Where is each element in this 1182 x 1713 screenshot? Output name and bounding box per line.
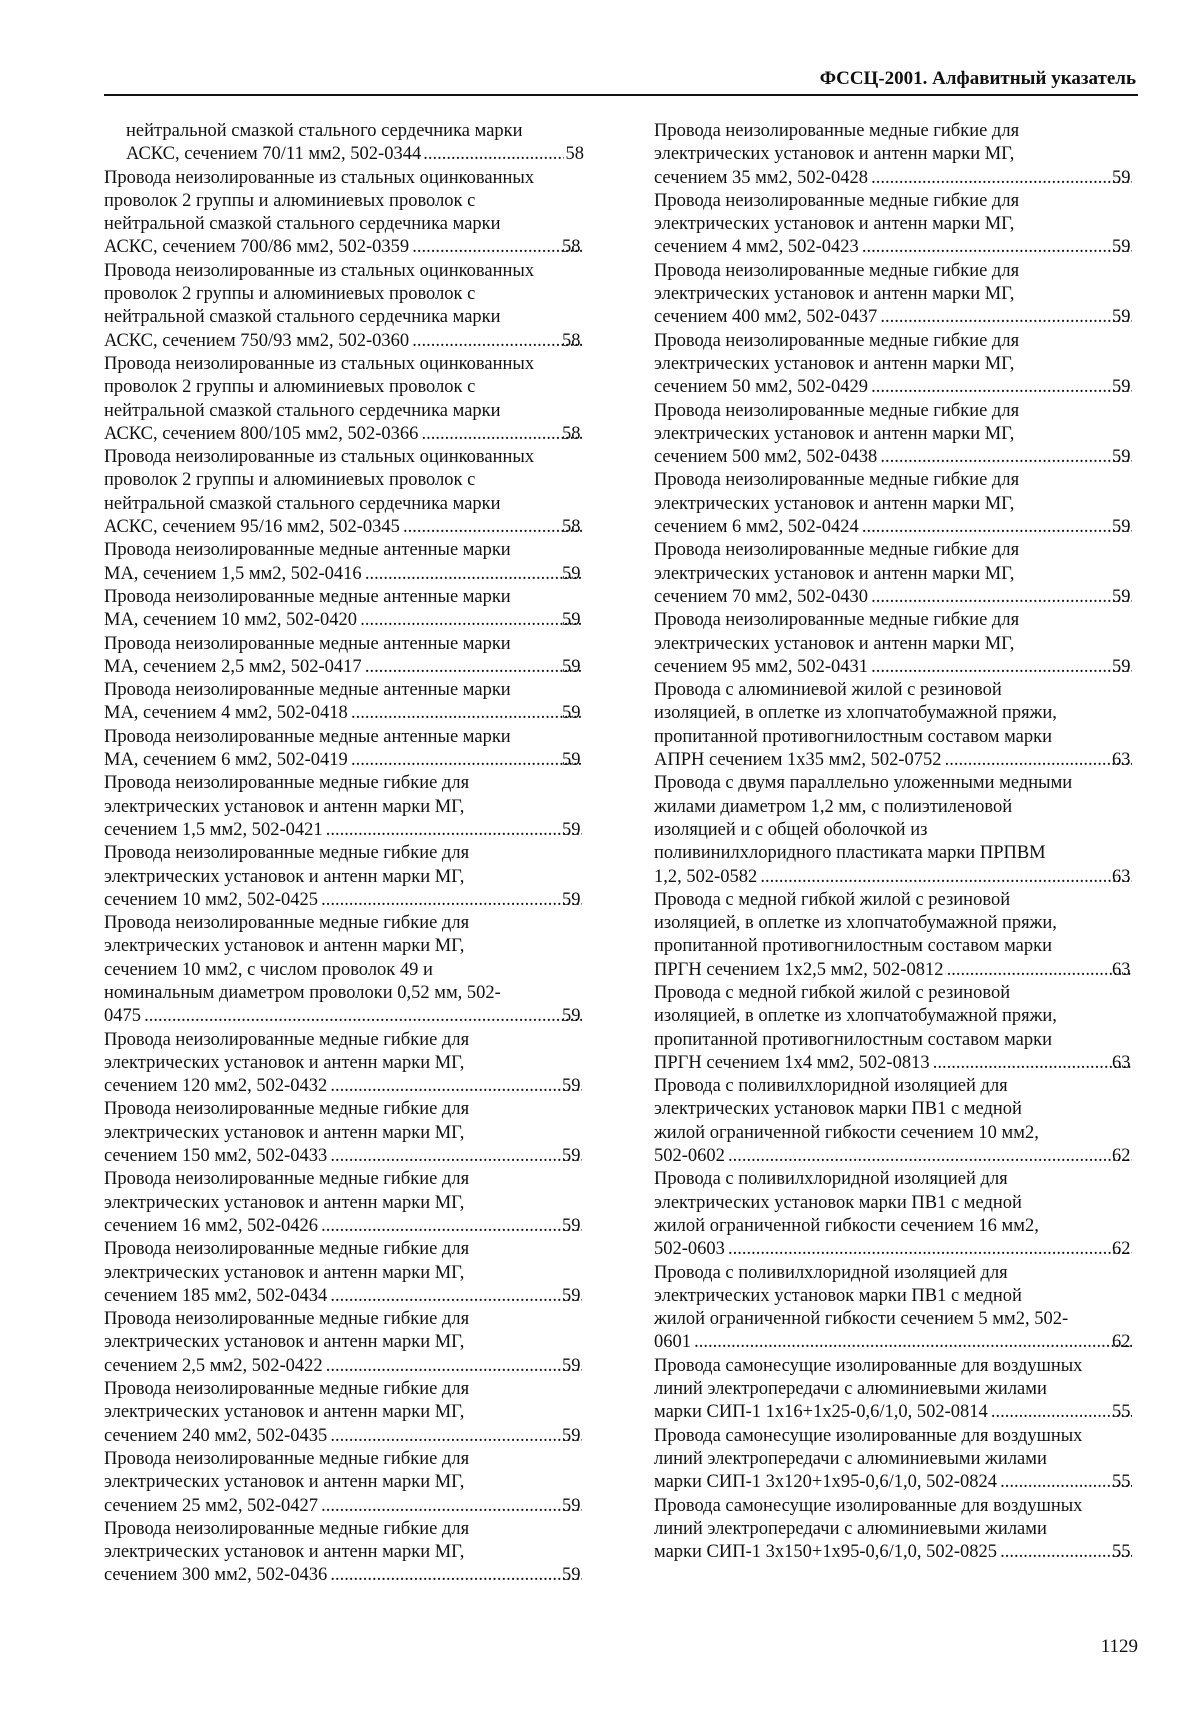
- entry-line: изоляцией, в оплетке из хлопчатобумажной пряжи,: [654, 913, 1057, 934]
- entry-last-line: АСКС, сечением 95/16 мм2, 502-0345 ..... 58: [126, 516, 584, 539]
- index-entry: [104, 167, 584, 260]
- entry-line: сечением 10 мм2, 502-0425: [104, 889, 318, 910]
- entry-line: жилой ограниченной гибкости сечением 5 мм2, 502-: [654, 1309, 1069, 1330]
- entry-line: Провода неизолированные медные гибкие для: [104, 843, 470, 864]
- entry-line: Провода неизолированные медные антенные марки: [104, 633, 511, 654]
- entry-line: сечением 300 мм2, 502-0436: [104, 1565, 328, 1586]
- entry-line: Провода неизолированные из стальных оцинкованных: [104, 447, 535, 468]
- entry-line: проволок 2 группы и алюминиевых проволок с: [104, 284, 476, 305]
- page-header: [104, 66, 1138, 96]
- entry-line: Провода неизолированные медные гибкие для: [104, 773, 470, 794]
- entry-line: МА, сечением 1,5 мм2, 502-0416: [104, 563, 362, 584]
- entry-last-line: сечением 2,5 мм2, 502-0422 ..... 59: [126, 1355, 584, 1378]
- entry-page-number: 58: [565, 144, 584, 165]
- entry-line: Провода неизолированные медные гибкие для: [104, 1309, 470, 1330]
- entry-line: электрических установок и антенн марки МГ,: [654, 563, 1015, 584]
- entry-line: марки СИП-1 3х120+1х95-0,6/1,0, 502-0824: [654, 1472, 998, 1493]
- dot-leader: [320, 889, 582, 912]
- dot-leader: [861, 236, 1132, 259]
- entry-last-line: сечением 500 мм2, 502-0438 ..... 59: [676, 446, 1134, 469]
- entry-line: Провода неизолированные медные гибкие для: [104, 1029, 470, 1050]
- entry-last-line: МА, сечением 6 мм2, 502-0419 ..... 59: [126, 749, 584, 772]
- entry-line: электрических установок марки ПВ1 с медной: [654, 1285, 1022, 1306]
- entry-line: сечением 95 мм2, 502-0431: [654, 656, 868, 677]
- entry-line: сечением 70 мм2, 502-0430: [654, 586, 868, 607]
- index-entry: [104, 1378, 584, 1448]
- entry-line: Провода с двумя параллельно уложенными медными: [654, 773, 1073, 794]
- entry-line: сечением 500 мм2, 502-0438: [654, 447, 878, 468]
- entry-line: сечением 185 мм2, 502-0434: [104, 1285, 328, 1306]
- index-entry: [104, 726, 584, 773]
- dot-leader: [350, 749, 582, 772]
- entry-last-line: МА, сечением 1,5 мм2, 502-0416 ..... 59: [126, 563, 584, 586]
- entry-line: линий электропередачи с алюминиевыми жилами: [654, 1379, 1047, 1400]
- entry-line: Провода неизолированные медные гибкие для: [104, 1239, 470, 1260]
- entry-line: Провода с поливилхлоридной изоляцией для: [654, 1169, 1008, 1190]
- entry-line: Провода неизолированные медные гибкие для: [104, 1169, 470, 1190]
- entry-line: электрических установок и антенн марки МГ,: [104, 1472, 465, 1493]
- entry-last-line: 0601 ..... 62: [676, 1331, 1134, 1354]
- entry-line: Провода неизолированные медные гибкие для: [654, 330, 1020, 351]
- entry-last-line: сечением 70 мм2, 502-0430 ..... 59: [676, 586, 1134, 609]
- entry-last-line: марки СИП-1 1х16+1х25-0,6/1,0, 502-0814 ..... 55: [676, 1401, 1134, 1424]
- entry-line: 1,2, 502-0582: [654, 866, 758, 887]
- index-entry: [104, 772, 584, 842]
- entry-line: ПРГН сечением 1х4 мм2, 502-0813: [654, 1052, 930, 1073]
- entry-last-line: сечением 150 мм2, 502-0433 ..... 59: [126, 1145, 584, 1168]
- entry-line: жилами диаметром 1,2 мм, с полиэтиленовой: [654, 796, 1013, 817]
- entry-line: 502-0602: [654, 1146, 725, 1167]
- entry-line: Провода с алюминиевой жилой с резиновой: [654, 680, 1002, 701]
- entry-line: сечением 400 мм2, 502-0437: [654, 307, 878, 328]
- index-entry: [104, 1448, 584, 1518]
- dot-leader: [945, 959, 1132, 982]
- entry-last-line: сечением 10 мм2, 502-0425 ..... 59: [126, 889, 584, 912]
- entry-line: Провода неизолированные из стальных оцинкованных: [104, 353, 535, 374]
- entry-last-line: сечением 1,5 мм2, 502-0421 ..... 59: [126, 819, 584, 842]
- entry-last-line: сечением 6 мм2, 502-0424 ..... 59: [676, 516, 1134, 539]
- entry-last-line: ПРГН сечением 1х2,5 мм2, 502-0812 ..... 63: [676, 959, 1134, 982]
- entry-line: электрических установок и антенн марки МГ,: [654, 493, 1015, 514]
- entry-last-line: сечением 185 мм2, 502-0434 ..... 59: [126, 1285, 584, 1308]
- dot-leader: [420, 423, 582, 446]
- entry-line: нейтральной смазкой стального сердечника марки: [104, 493, 501, 514]
- dot-leader: [411, 236, 582, 259]
- entry-line: электрических установок и антенн марки МГ,: [104, 1052, 465, 1073]
- dot-leader: [143, 1005, 582, 1028]
- entry-line: Провода неизолированные медные антенные марки: [104, 586, 511, 607]
- entry-line: электрических установок и антенн марки МГ,: [104, 936, 465, 957]
- index-entry: [104, 633, 584, 680]
- entry-line: электрических установок и антенн марки МГ,: [654, 633, 1015, 654]
- header-title: ФССЦ-2001. Алфавитный указатель: [819, 68, 1136, 89]
- dot-leader: [359, 609, 582, 632]
- dot-leader: [320, 1215, 582, 1238]
- entry-line: электрических установок и антенн марки МГ,: [654, 214, 1015, 235]
- entry-line: проволок 2 группы и алюминиевых проволок с: [104, 190, 476, 211]
- entry-line: линий электропередачи с алюминиевыми жилами: [654, 1448, 1047, 1469]
- index-entry: [104, 1518, 584, 1588]
- entry-line: Провода с медной гибкой жилой с резиновой: [654, 982, 1011, 1003]
- index-entry: [654, 1075, 1134, 1168]
- entry-line: жилой ограниченной гибкости сечением 16 мм2,: [654, 1215, 1039, 1236]
- entry-line: Провода неизолированные медные гибкие для: [104, 913, 470, 934]
- dot-leader: [879, 446, 1132, 469]
- entry-last-line: [126, 143, 584, 166]
- entry-last-line: сечением 35 мм2, 502-0428 ..... 59: [676, 167, 1134, 190]
- index-entry: [104, 446, 584, 539]
- index-entry: [654, 1262, 1134, 1355]
- entry-line: 502-0603: [654, 1239, 725, 1260]
- entry-last-line: сечением 16 мм2, 502-0426 ..... 59: [126, 1215, 584, 1238]
- dot-leader: [870, 586, 1132, 609]
- entry-line: электрических установок и антенн марки МГ,: [104, 1542, 465, 1563]
- entry-line: электрических установок марки ПВ1 с медной: [654, 1192, 1022, 1213]
- index-entry: [104, 679, 584, 726]
- entry-last-line: сечением 240 мм2, 502-0435 ..... 59: [126, 1425, 584, 1448]
- entry-line: Провода самонесущие изолированные для воздушных: [654, 1495, 1083, 1516]
- entry-line: Провода неизолированные медные гибкие для: [104, 1448, 470, 1469]
- index-entry: [654, 889, 1134, 982]
- entry-last-line: МА, сечением 4 мм2, 502-0418 ..... 59: [126, 702, 584, 725]
- entry-last-line: 502-0603 ..... 62: [676, 1238, 1134, 1261]
- dot-leader: [759, 866, 1132, 889]
- entry-line: Провода неизолированные из стальных оцинкованных: [104, 167, 535, 188]
- dot-leader: [350, 702, 582, 725]
- entry-last-line: АСКС, сечением 750/93 мм2, 502-0360 ..... 58: [126, 330, 584, 353]
- entry-line: изоляцией, в оплетке из хлопчатобумажной пряжи,: [654, 703, 1057, 724]
- entry-line: ПРГН сечением 1х2,5 мм2, 502-0812: [654, 959, 944, 980]
- index-entry: [654, 190, 1134, 260]
- dot-leader: [990, 1401, 1132, 1424]
- dot-leader: [693, 1331, 1132, 1354]
- entry-line: сечением 1,5 мм2, 502-0421: [104, 819, 323, 840]
- entry-last-line: АПРН сечением 1х35 мм2, 502-0752 ..... 63: [676, 749, 1134, 772]
- entry-line: электрических установок и антенн марки МГ,: [654, 353, 1015, 374]
- entry-line: 0601: [654, 1332, 691, 1353]
- entry-last-line: АСКС, сечением 700/86 мм2, 502-0359 ..... 58: [126, 236, 584, 259]
- entry-last-line: МА, сечением 2,5 мм2, 502-0417 ..... 59: [126, 656, 584, 679]
- entry-line: АПРН сечением 1х35 мм2, 502-0752: [654, 750, 942, 771]
- entry-last-line: АСКС, сечением 800/105 мм2, 502-0366 ..... 58: [126, 423, 584, 446]
- entry-last-line: сечением 4 мм2, 502-0423 ..... 59: [676, 236, 1134, 259]
- index-entry: [104, 912, 584, 1028]
- entry-line: сечением 4 мм2, 502-0423: [654, 237, 859, 258]
- entry-line: Провода неизолированные медные гибкие для: [104, 1379, 470, 1400]
- entry-line: сечением 2,5 мм2, 502-0422: [104, 1355, 323, 1376]
- entry-last-line: МА, сечением 10 мм2, 502-0420 ..... 59: [126, 609, 584, 632]
- dot-leader: [423, 143, 563, 166]
- index-entry: [654, 400, 1134, 470]
- index-entry: [654, 539, 1134, 609]
- index-entry: [654, 982, 1134, 1075]
- entry-line: линий электропередачи с алюминиевыми жилами: [654, 1518, 1047, 1539]
- entry-line: сечением 120 мм2, 502-0432: [104, 1076, 328, 1097]
- entry-last-line: 502-0602 ..... 62: [676, 1145, 1134, 1168]
- entry-line: АСКС, сечением 95/16 мм2, 502-0345: [104, 517, 400, 538]
- entry-line: электрических установок и антенн марки МГ,: [104, 1192, 465, 1213]
- dot-leader: [861, 516, 1132, 539]
- entry-last-line: марки СИП-1 3х150+1х95-0,6/1,0, 502-0825 ..... 55: [676, 1541, 1134, 1564]
- index-entry: [654, 772, 1134, 888]
- entry-line: сечением 6 мм2, 502-0424: [654, 517, 859, 538]
- dot-leader: [329, 1285, 582, 1308]
- entry-line: Провода неизолированные медные гибкие для: [654, 400, 1020, 421]
- entry-line: Провода неизолированные медные гибкие для: [104, 1518, 470, 1539]
- entry-line: Провода самонесущие изолированные для воздушных: [654, 1355, 1083, 1376]
- entry-line: электрических установок и антенн марки МГ,: [104, 866, 465, 887]
- entry-line: сечением 16 мм2, 502-0426: [104, 1215, 318, 1236]
- dot-leader: [932, 1052, 1132, 1075]
- entry-line: Провода неизолированные медные гибкие для: [104, 1099, 470, 1120]
- dot-leader: [870, 656, 1132, 679]
- index-entry: [654, 1168, 1134, 1261]
- entry-line: электрических установок марки ПВ1 с медной: [654, 1099, 1022, 1120]
- entry-line: Провода неизолированные медные антенные марки: [104, 680, 511, 701]
- entry-last-line: ПРГН сечением 1х4 мм2, 502-0813 ..... 63: [676, 1052, 1134, 1075]
- entry-line: нейтральной смазкой стального сердечника марки: [104, 400, 501, 421]
- entry-line: Провода неизолированные медные гибкие для: [654, 540, 1020, 561]
- entry-line: жилой ограниченной гибкости сечением 10 мм2,: [654, 1122, 1039, 1143]
- entry-line: Провода неизолированные медные антенные марки: [104, 540, 511, 561]
- index-entry: [654, 330, 1134, 400]
- index-column-right: [654, 120, 1134, 1564]
- dot-leader: [325, 819, 582, 842]
- dot-leader: [364, 656, 582, 679]
- entry-line: электрических установок и антенн марки МГ,: [654, 144, 1015, 165]
- index-entry: [654, 679, 1134, 772]
- index-entry: [104, 1308, 584, 1378]
- index-entry: [104, 120, 584, 167]
- index-entry: [654, 1355, 1134, 1425]
- entry-line: проволок 2 группы и алюминиевых проволок с: [104, 377, 476, 398]
- entry-line: МА, сечением 10 мм2, 502-0420: [104, 610, 358, 631]
- entry-last-line: сечением 50 мм2, 502-0429 ..... 59: [676, 376, 1134, 399]
- entry-line: Провода неизолированные из стальных оцинкованных: [104, 260, 535, 281]
- entry-line: марки СИП-1 3х150+1х95-0,6/1,0, 502-0825: [654, 1542, 998, 1563]
- entry-line: сечением 10 мм2, с числом проволок 49 и: [104, 959, 433, 980]
- entry-line: МА, сечением 4 мм2, 502-0418: [104, 703, 348, 724]
- entry-line: сечением 50 мм2, 502-0429: [654, 377, 868, 398]
- entry-line: Провода неизолированные медные гибкие для: [654, 121, 1020, 141]
- dot-leader: [364, 563, 582, 586]
- dot-leader: [870, 376, 1132, 399]
- entry-line: электрических установок и антенн марки МГ,: [104, 796, 465, 817]
- index-entry: [104, 353, 584, 446]
- index-entry: [654, 120, 1134, 190]
- entry-line: Провода самонесущие изолированные для воздушных: [654, 1425, 1083, 1446]
- entry-line: пропитанной противогнилостным составом марки: [654, 1029, 1053, 1050]
- index-column-left: [104, 120, 584, 1588]
- dot-leader: [402, 516, 582, 539]
- entry-last-line: сечением 25 мм2, 502-0427 ..... 59: [126, 1495, 584, 1518]
- dot-leader: [411, 330, 582, 353]
- entry-last-line: 0475 ..... 59: [126, 1005, 584, 1028]
- entry-line: электрических установок и антенн марки МГ,: [104, 1332, 465, 1353]
- dot-leader: [329, 1075, 582, 1098]
- index-entry: [104, 1029, 584, 1099]
- index-entry: [104, 260, 584, 353]
- entry-line: нейтральной смазкой стального сердечника марки: [126, 121, 523, 141]
- index-entry: [104, 1168, 584, 1238]
- dot-leader: [325, 1355, 582, 1378]
- entry-line: нейтральной смазкой стального сердечника марки: [104, 214, 501, 235]
- entry-line: МА, сечением 2,5 мм2, 502-0417: [104, 656, 362, 677]
- index-entry: [654, 260, 1134, 330]
- entry-line: Провода неизолированные медные гибкие для: [654, 470, 1020, 491]
- dot-leader: [329, 1425, 582, 1448]
- dot-leader: [329, 1564, 582, 1587]
- index-entry: [654, 609, 1134, 679]
- entry-line: сечением 25 мм2, 502-0427: [104, 1495, 318, 1516]
- entry-last-line: сечением 300 мм2, 502-0436 ..... 59: [126, 1564, 584, 1587]
- entry-line: Провода неизолированные медные гибкие для: [654, 190, 1020, 211]
- index-entry: [104, 539, 584, 586]
- entry-last-line: сечением 400 мм2, 502-0437 ..... 59: [676, 306, 1134, 329]
- entry-line: 0475: [104, 1006, 141, 1027]
- entry-last-line: 1,2, 502-0582 ..... 63: [676, 866, 1134, 889]
- entry-line: номинальным диаметром проволоки 0,52 мм, 502-: [104, 982, 501, 1003]
- index-entry: [654, 469, 1134, 539]
- index-entry: [104, 1238, 584, 1308]
- dot-leader: [320, 1495, 582, 1518]
- entry-line: АСКС, сечением 800/105 мм2, 502-0366: [104, 423, 419, 444]
- entry-line: Провода с медной гибкой жилой с резиновой: [654, 889, 1011, 910]
- dot-leader: [879, 306, 1132, 329]
- entry-line: Провода с поливилхлоридной изоляцией для: [654, 1262, 1008, 1283]
- entry-line: электрических установок и антенн марки МГ,: [104, 1122, 465, 1143]
- entry-last-line: сечением 120 мм2, 502-0432 ..... 59: [126, 1075, 584, 1098]
- dot-leader: [329, 1145, 582, 1168]
- entry-line: изоляцией и с общей оболочкой из: [654, 819, 928, 840]
- entry-line: Провода неизолированные медные антенные марки: [104, 726, 511, 747]
- entry-last-line: сечением 95 мм2, 502-0431 ..... 59: [676, 656, 1134, 679]
- index-entry: [104, 842, 584, 912]
- entry-line: электрических установок и антенн марки МГ,: [104, 1262, 465, 1283]
- entry-line: проволок 2 группы и алюминиевых проволок с: [104, 470, 476, 491]
- entry-line: АСКС, сечением 700/86 мм2, 502-0359: [104, 237, 410, 258]
- entry-line: Провода с поливилхлоридной изоляцией для: [654, 1076, 1008, 1097]
- entry-line: марки СИП-1 1х16+1х25-0,6/1,0, 502-0814: [654, 1402, 988, 1423]
- entry-line: сечением 35 мм2, 502-0428: [654, 167, 868, 188]
- dot-leader: [944, 749, 1133, 772]
- dot-leader: [727, 1238, 1132, 1261]
- entry-line: электрических установок и антенн марки МГ,: [654, 423, 1015, 444]
- entry-line: сечением 150 мм2, 502-0433: [104, 1146, 328, 1167]
- entry-line: пропитанной противогнилостным составом марки: [654, 936, 1053, 957]
- entry-line: электрических установок и антенн марки МГ,: [654, 284, 1015, 305]
- entry-line: Провода неизолированные медные гибкие для: [654, 260, 1020, 281]
- entry-line: электрических установок и антенн марки МГ,: [104, 1402, 465, 1423]
- index-entry: [104, 586, 584, 633]
- entry-line: нейтральной смазкой стального сердечника марки: [104, 307, 501, 328]
- entry-line: сечением 240 мм2, 502-0435: [104, 1425, 328, 1446]
- entry-last-line: марки СИП-1 3х120+1х95-0,6/1,0, 502-0824 ..... 55: [676, 1471, 1134, 1494]
- index-entry: [104, 1098, 584, 1168]
- entry-line: Провода неизолированные медные гибкие для: [654, 610, 1020, 631]
- entry-line: поливинилхлоридного пластиката марки ПРПВМ: [654, 843, 1046, 864]
- index-entry: [654, 1495, 1134, 1565]
- entry-line: изоляцией, в оплетке из хлопчатобумажной пряжи,: [654, 1006, 1057, 1027]
- entry-line: МА, сечением 6 мм2, 502-0419: [104, 750, 348, 771]
- dot-leader: [727, 1145, 1132, 1168]
- entry-line: АСКС, сечением 70/11 мм2, 502-0344: [126, 144, 422, 165]
- page-number: 1129: [1100, 1636, 1138, 1657]
- index-entry: [654, 1425, 1134, 1495]
- entry-line: АСКС, сечением 750/93 мм2, 502-0360: [104, 330, 410, 351]
- dot-leader: [870, 167, 1132, 190]
- entry-line: пропитанной противогнилостным составом марки: [654, 726, 1053, 747]
